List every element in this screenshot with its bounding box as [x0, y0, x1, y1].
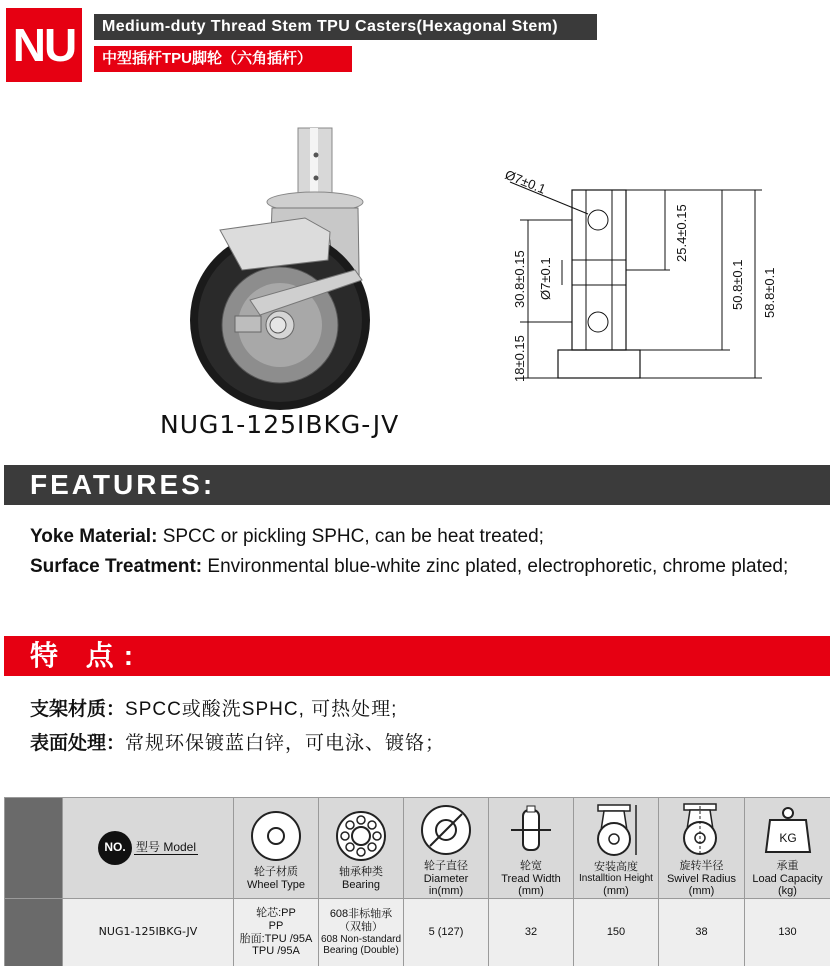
header-cn: 轴承种类	[339, 866, 383, 879]
header-en: Bearing	[342, 879, 380, 891]
row-bearing	[319, 899, 404, 966]
title-english: Medium-duty Thread Stem TPU Casters(Hexagonal Stem)	[94, 14, 597, 40]
bearing-icon	[335, 810, 387, 862]
weight-icon	[762, 804, 814, 856]
load-capacity-header	[745, 798, 830, 899]
dim-58-label: 58.8±0.1	[762, 267, 777, 318]
dim-25-label: 25.4±0.15	[674, 204, 689, 262]
row-tread-width: 32	[489, 899, 574, 966]
feature-text: SPCC或酸洗SPHC, 可热处理;	[125, 699, 398, 720]
feature-text: Environmental blue-white zinc plated, electrophoretic, chrome plated;	[202, 556, 789, 577]
header-cn: 承重	[776, 860, 799, 873]
model-header-cell	[63, 798, 234, 899]
feature-yoke-material-cn	[30, 694, 397, 721]
diameter-icon	[420, 804, 472, 856]
row-installation-height: 150	[574, 899, 659, 966]
table-row	[5, 899, 830, 966]
caster-product-image	[180, 120, 390, 410]
header-cn: 轮子材质	[254, 866, 298, 879]
dim-hole-top-label: Ø7±0.1	[502, 166, 548, 197]
kg-label: KG	[778, 831, 797, 846]
feature-text: SPCC or pickling SPHC, can be heat treated;	[157, 526, 544, 547]
row-diameter: 5 (127)	[404, 899, 489, 966]
header-unit: in(mm)	[428, 885, 464, 898]
swivel-radius-header	[659, 798, 745, 899]
header-unit: (mm)	[518, 885, 544, 898]
dimension-drawing	[490, 150, 790, 390]
feature-label: 支架材质：	[30, 699, 126, 720]
header-en: Load Capacity	[752, 872, 823, 885]
feature-yoke-material-en	[30, 526, 544, 548]
wheel-line: 胎面:TPU /95A	[239, 932, 313, 945]
header-cn: 安装高度	[594, 860, 638, 873]
product-model-caption: NUG1-125IBKG-JV	[160, 410, 400, 439]
bearing-line: 608 Non-standard	[320, 933, 402, 945]
header-en: Diameter	[423, 872, 469, 885]
header-cn: 轮子直径	[424, 860, 468, 873]
diameter-header	[404, 798, 489, 899]
header-unit: (mm)	[603, 884, 629, 897]
bearing-header	[319, 798, 404, 899]
wheel-line: PP	[268, 919, 284, 932]
row-swivel-radius: 38	[659, 899, 745, 966]
feature-label: Yoke Material:	[30, 526, 158, 547]
header-unit: (kg)	[778, 885, 797, 898]
dim-30-label: 30.8±0.15	[512, 250, 527, 308]
swivel-radius-icon	[676, 800, 728, 856]
model-header-label: 型号 Model	[135, 839, 197, 854]
row-wheel-type	[234, 899, 319, 966]
features-heading-cn: 特 点:	[30, 640, 144, 671]
tread-width-icon	[505, 804, 557, 856]
row-load-capacity: 130	[745, 899, 830, 966]
header-cn: 轮宽	[520, 860, 542, 873]
tread-width-header	[489, 798, 574, 899]
bearing-line: （双轴）	[339, 921, 383, 933]
wheel-line: 轮芯:PP	[256, 907, 296, 920]
installation-height-icon	[590, 801, 642, 857]
bearing-line: Bearing (Double)	[323, 945, 399, 957]
wheel-icon	[250, 810, 302, 862]
header-en: Installtion Height	[579, 873, 653, 885]
table-corner-cell	[5, 798, 63, 899]
dim-hole-mid-label: Ø7±0.1	[538, 257, 553, 300]
installation-height-header	[574, 798, 659, 899]
features-heading-en: FEATURES:	[30, 469, 216, 500]
spec-table	[4, 797, 830, 966]
feature-surface-treatment-cn	[30, 728, 445, 755]
wheel-line: TPU /95A	[252, 945, 300, 958]
bearing-line: 608非标轴承	[329, 908, 393, 921]
feature-text: 常规环保镀蓝白锌，可电泳、镀铬；	[125, 733, 446, 754]
header-en: Swivel Radius	[666, 872, 737, 885]
feature-label: Surface Treatment:	[30, 556, 203, 577]
title-chinese: 中型插杆TPU脚轮（六角插杆）	[94, 46, 352, 72]
row-marker-cell	[5, 899, 63, 966]
dim-18-label: 18±0.15	[512, 335, 527, 382]
no-badge: NO.	[98, 831, 132, 865]
header-en: Tread Width	[501, 872, 561, 885]
header-unit: (mm)	[688, 885, 715, 898]
feature-label: 表面处理：	[30, 733, 126, 754]
header-en: Wheel Type	[247, 879, 305, 891]
features-bar-en	[4, 465, 830, 505]
row-model: NUG1-125IBKG-JV	[63, 899, 234, 966]
wheel-type-header	[234, 798, 319, 899]
table-header-row	[5, 798, 830, 899]
brand-badge: NU	[6, 8, 82, 82]
dim-50-label: 50.8±0.1	[730, 259, 745, 310]
features-bar-cn	[4, 636, 830, 676]
header-cn: 旋转半径	[679, 860, 724, 873]
feature-surface-treatment-en	[30, 556, 788, 578]
